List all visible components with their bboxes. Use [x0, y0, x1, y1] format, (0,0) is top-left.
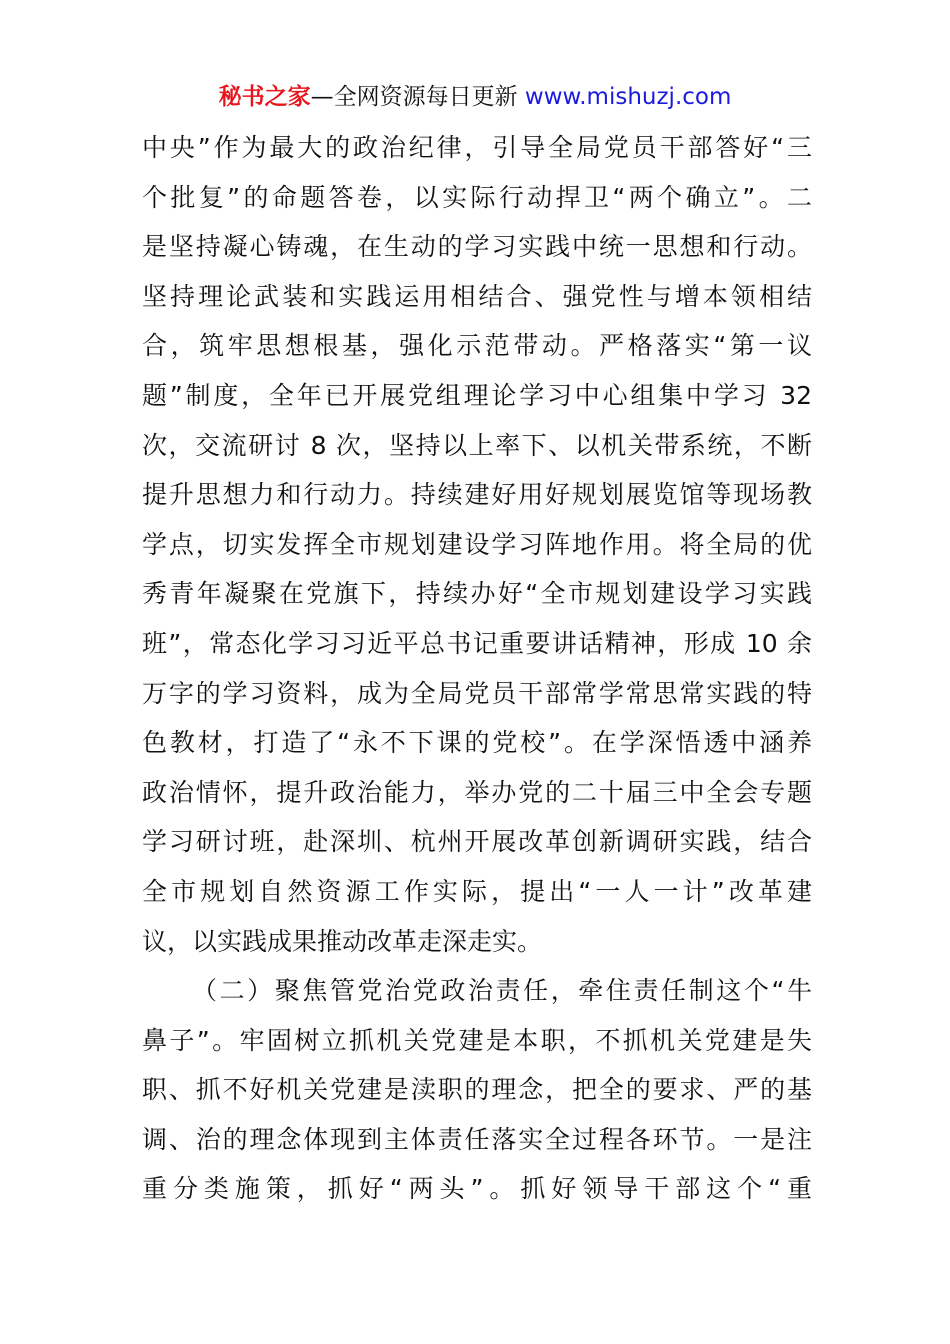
text-line: 万字的学习资料，成为全局党员干部常学常思常实践的特	[142, 678, 812, 708]
text-line: 职、抓不好机关党建是渎职的理念，把全的要求、严的基	[142, 1075, 812, 1105]
text-line: 鼻子”。牢固树立抓机关党建是本职，不抓机关党建是失	[142, 1025, 812, 1055]
text-line: 题”制度，全年已开展党组理论学习中心组集中学习 32	[142, 380, 812, 410]
text-line: 色教材，打造了“永不下课的党校”。在学深悟透中涵养	[142, 728, 812, 758]
text-line: 学习研讨班，赴深圳、杭州开展改革创新调研实践，结合	[142, 827, 812, 857]
text-line: 重分类施策，抓好“两头”。抓好领导干部这个“重	[142, 1174, 812, 1204]
paragraph-end-line: 议，以实践成果推动改革走深走实。	[142, 926, 543, 956]
site-url-link[interactable]: www.mishuzj.com	[524, 84, 732, 110]
text-line: 提升思想力和行动力。持续建好用好规划展览馆等现场教	[142, 480, 812, 510]
text-line: 调、治的理念体现到主体责任落实全过程各环节。一是注	[142, 1124, 812, 1154]
text-line: 中央”作为最大的政治纪律，引导全局党员干部答好“三	[142, 133, 812, 162]
page-header	[0, 80, 950, 114]
text-line: 次，交流研讨 8 次，坚持以上率下、以机关带系统，不断	[142, 430, 812, 460]
header-tagline: —全网资源每日更新	[310, 84, 518, 110]
text-line: 政治情怀，提升政治能力，举办党的二十届三中全会专题	[142, 777, 812, 807]
text-line: 个批复”的命题答卷，以实际行动捍卫“两个确立”。二	[142, 182, 812, 212]
document-body	[142, 123, 812, 1214]
text-line: 合，筑牢思想根基，强化示范带动。严格落实“第一议	[142, 331, 812, 361]
text-line: 学点，切实发挥全市规划建设学习阵地作用。将全局的优	[142, 529, 812, 559]
text-line: 坚持理论武装和实践运用相结合、强党性与增本领相结	[142, 281, 812, 311]
section-heading-line: （二）聚焦管党治党政治责任，牵住责任制这个“牛	[192, 976, 812, 1006]
text-line: 秀青年凝聚在党旗下，持续办好“全市规划建设学习实践	[142, 579, 812, 609]
brand-name: 秘书之家	[218, 84, 311, 110]
text-line: 是坚持凝心铸魂，在生动的学习实践中统一思想和行动。	[142, 232, 812, 262]
text-line: 班”，常态化学习习近平总书记重要讲话精神，形成 10 余	[142, 628, 812, 658]
text-line: 全市规划自然资源工作实际，提出“一人一计”改革建	[142, 876, 812, 906]
